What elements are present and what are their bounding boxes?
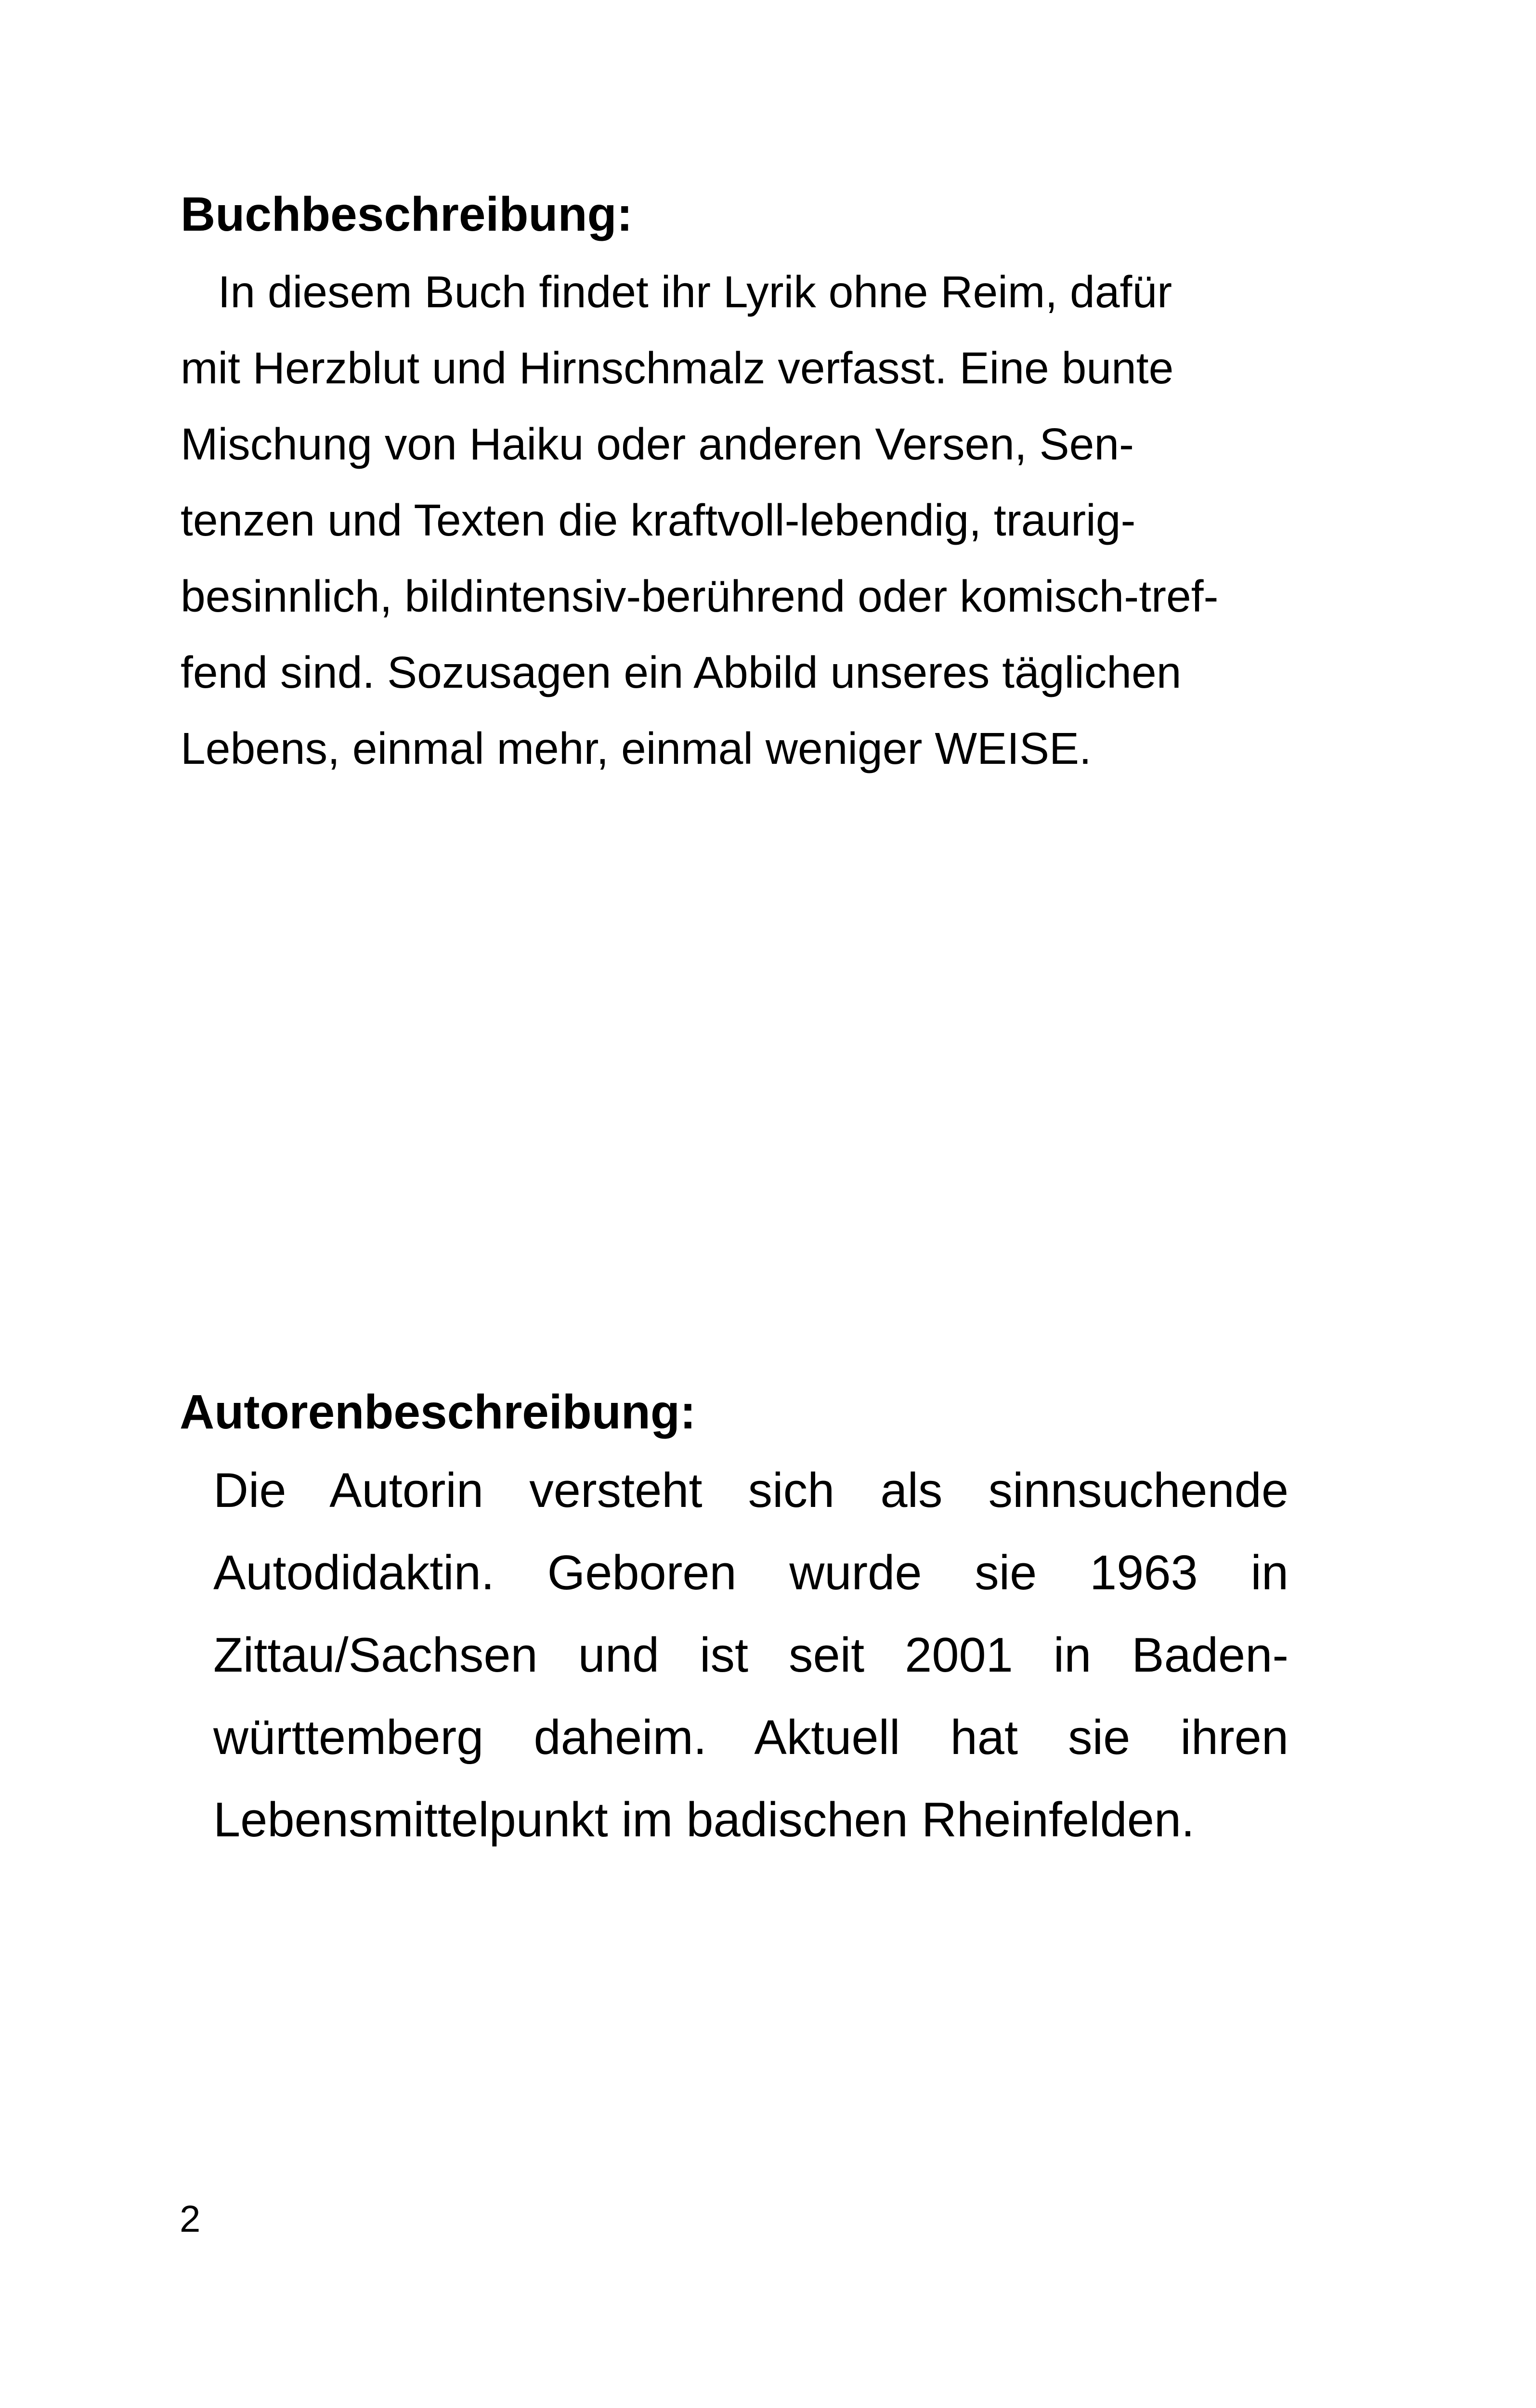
author-description-line: Die Autorin versteht sich als sinnsuchende: [213, 1464, 1289, 1518]
book-description-line: mit Herzblut und Hirnschmalz verfasst. Eine bunte: [181, 343, 1174, 393]
author-description-line: württemberg daheim. Aktuell hat sie ihren: [213, 1711, 1289, 1765]
author-description-line: Lebensmittelpunkt im badischen Rheinfelden.: [213, 1793, 1195, 1847]
page-number: 2: [180, 2198, 201, 2240]
book-description-line: besinnlich, bildintensiv-berührend oder komisch-tref-: [181, 571, 1219, 621]
book-description-line: In diesem Buch findet ihr Lyrik ohne Reim, dafür: [181, 267, 1172, 317]
book-description-line: Mischung von Haiku oder anderen Versen, Sen-: [181, 419, 1134, 469]
author-description-line: Autodidaktin. Geboren wurde sie 1963 in: [213, 1546, 1289, 1600]
book-description-line: Lebens, einmal mehr, einmal weniger WEISE.: [181, 723, 1092, 773]
book-description-heading: Buchbeschreibung:: [181, 187, 633, 241]
book-description-line: fend sind. Sozusagen ein Abbild unseres täglichen: [181, 647, 1182, 697]
author-description-heading: Autorenbeschreibung:: [180, 1385, 696, 1439]
author-description-line: Zittau/Sachsen und ist seit 2001 in Baden-: [213, 1628, 1289, 1682]
book-description-line: tenzen und Texten die kraftvoll-lebendig, traurig-: [181, 495, 1136, 545]
